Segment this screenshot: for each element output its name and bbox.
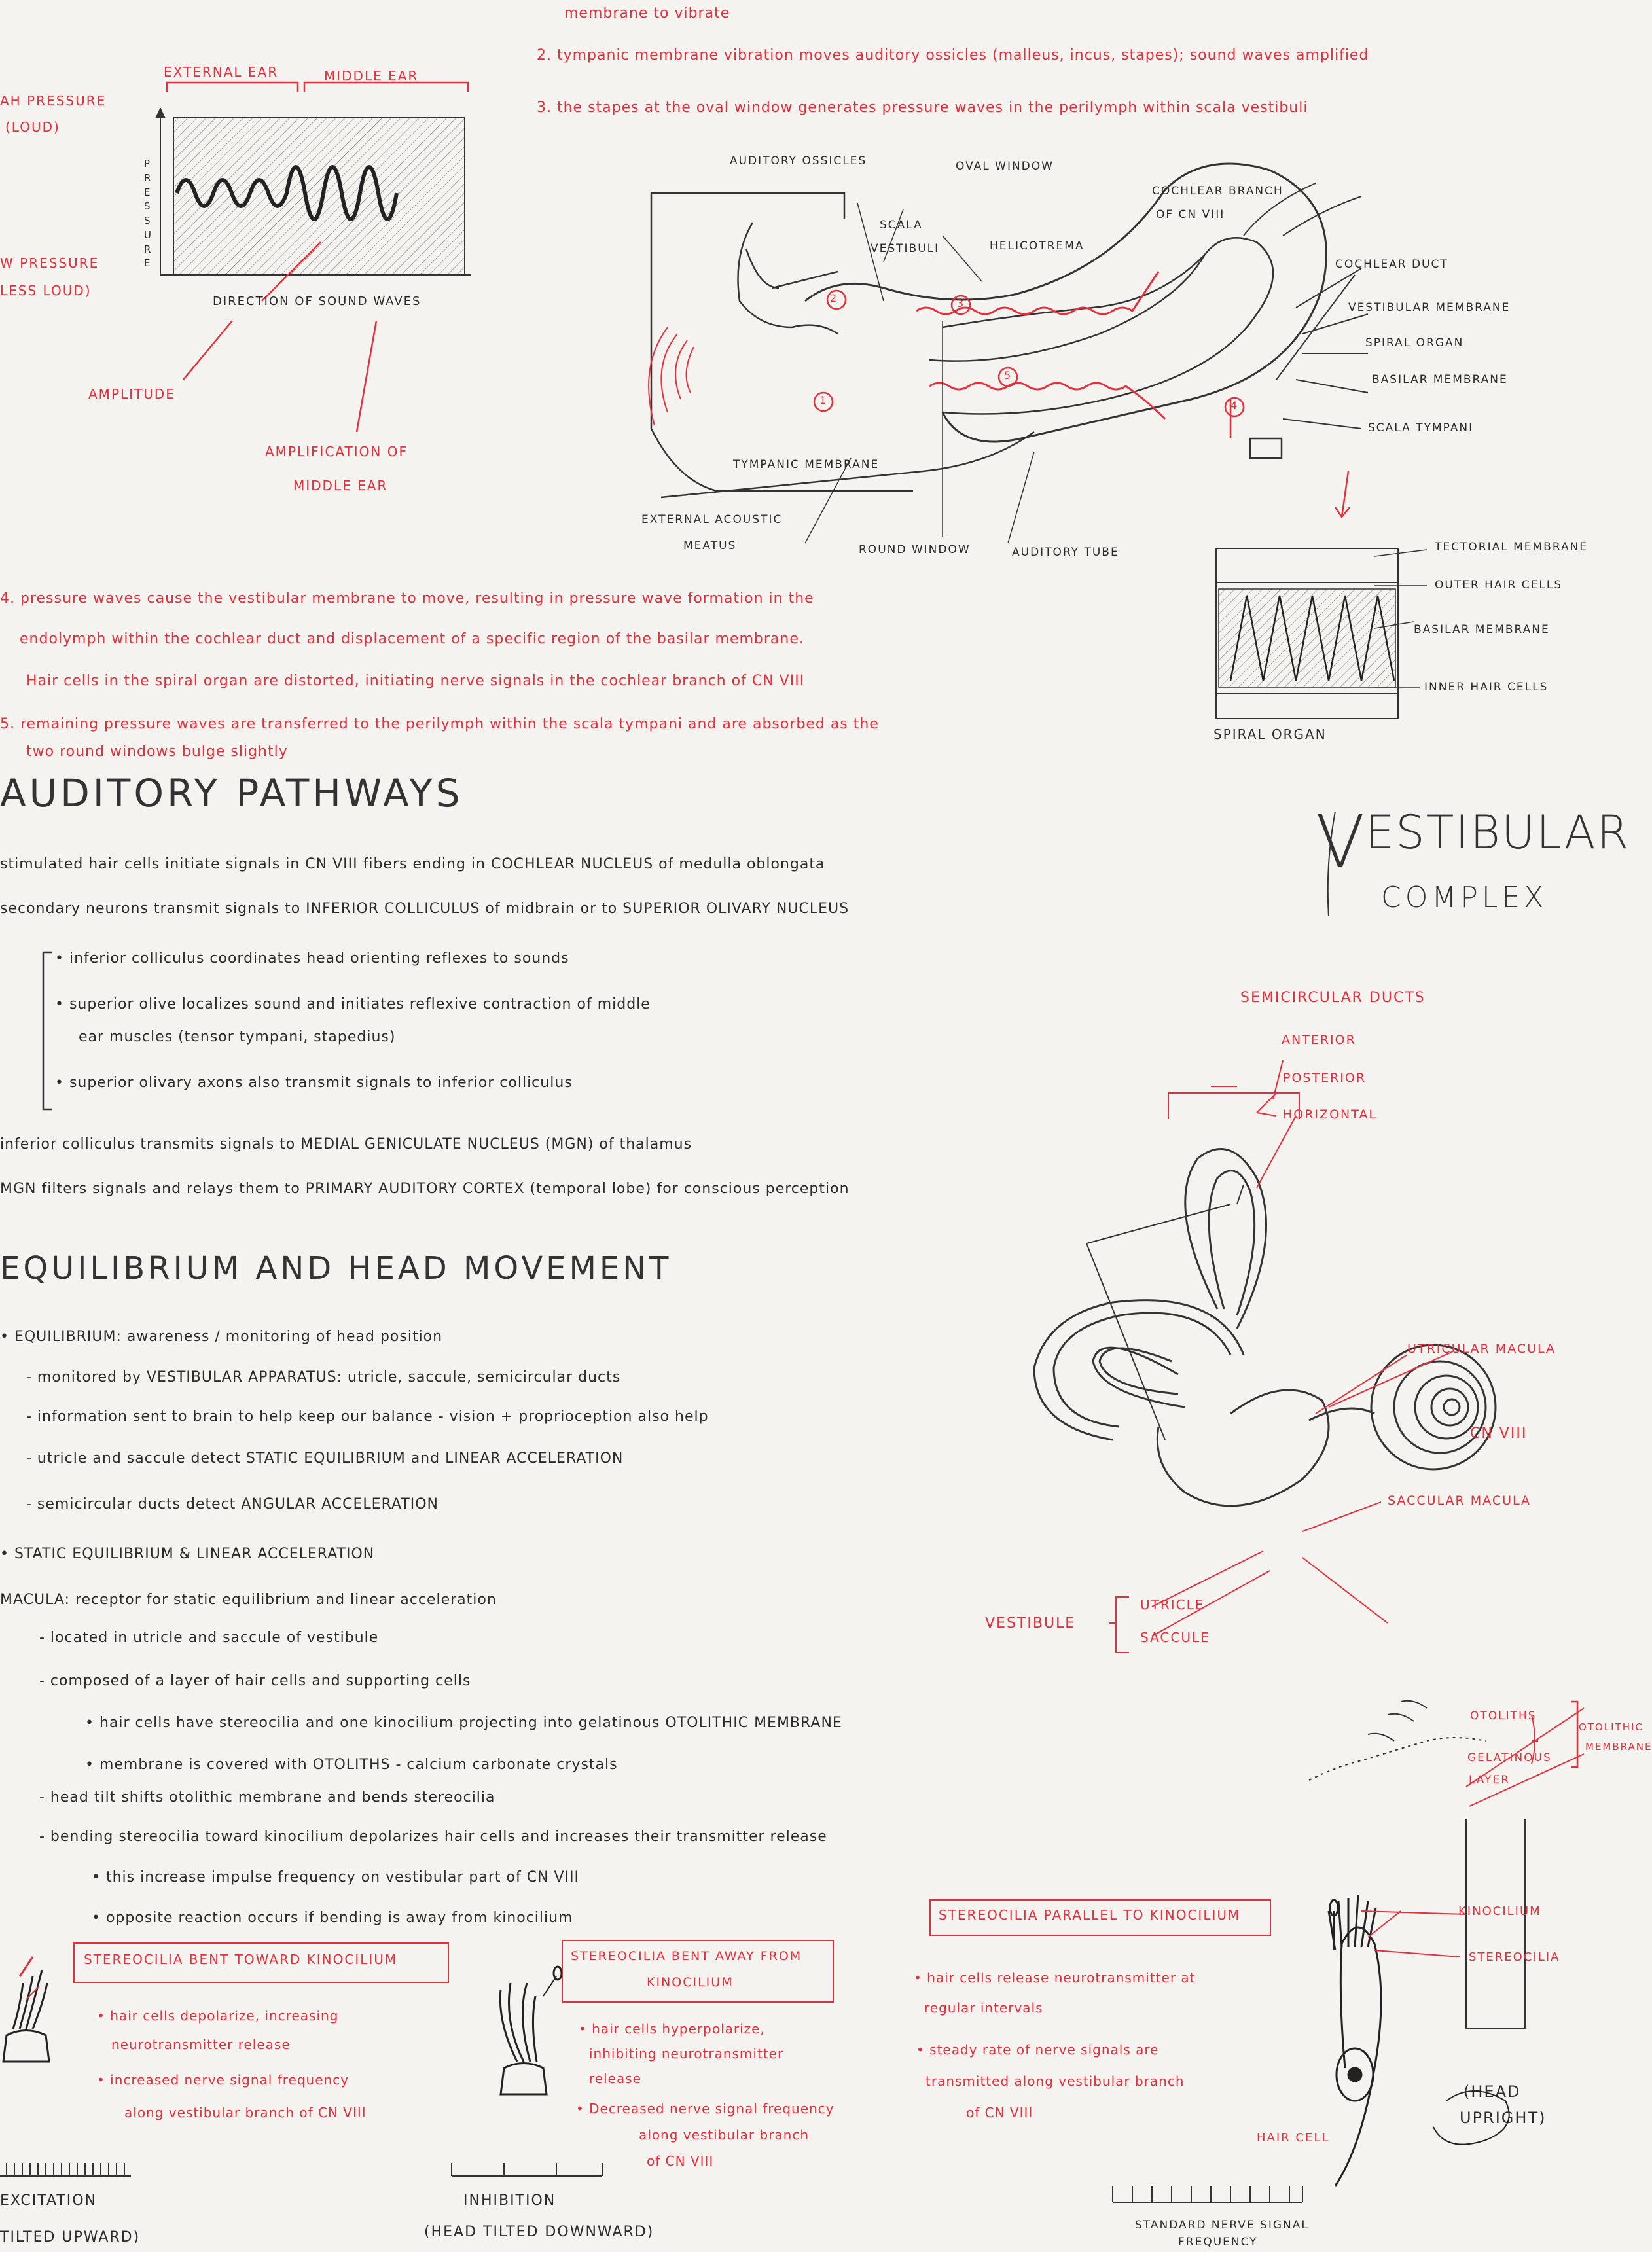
- eq-line-11: • membrane is covered with OTOLITHS - calcium carbonate crystals: [85, 1757, 618, 1773]
- parallel-line-2: regular intervals: [924, 2000, 1043, 2016]
- y-axis-label: PRESSURE: [144, 158, 152, 270]
- eq-line-8: - located in utricle and saccule of vestibule: [39, 1630, 379, 1646]
- auditory-bullet-2b: ear muscles (tensor tympani, stapedius): [79, 1029, 396, 1045]
- vestibular-v: V: [1316, 800, 1366, 884]
- gelatinous-label-1: GELATINOUS: [1467, 1751, 1552, 1764]
- saccule-label: SACCULE: [1140, 1630, 1210, 1645]
- vestibular-membrane-label: VESTIBULAR MEMBRANE: [1348, 301, 1511, 314]
- helicotrema-label: HELICOTREMA: [990, 240, 1085, 253]
- skull-outline: [651, 193, 913, 491]
- sound-wave-diagram: [156, 82, 471, 432]
- cochlear-duct-label: COCHLEAR DUCT: [1335, 258, 1448, 271]
- standard-signal-label-2: FREQUENCY: [1178, 2236, 1258, 2249]
- round-window-label: ROUND WINDOW: [859, 543, 971, 556]
- step-4-line-1: 4. pressure waves cause the vestibular membrane to move, resulting in pressure wave formation in the: [0, 590, 814, 607]
- spiral-organ-label: SPIRAL ORGAN: [1365, 336, 1464, 349]
- step-4-line-3: Hair cells in the spiral organ are distorted, initiating nerve signals in the cochlear branch of CN VIII: [26, 673, 805, 689]
- middle-ear-label: MIDDLE EAR: [324, 68, 419, 84]
- auditory-line-1: stimulated hair cells initiate signals in CN VIII fibers ending in COCHLEAR NUCLEUS of medulla oblongata: [0, 856, 825, 872]
- toward-panel-title: STEREOCILIA BENT TOWARD KINOCILIUM: [84, 1952, 398, 1967]
- kinocilium-label: KINOCILIUM: [1458, 1904, 1541, 1918]
- eq-line-7: MACULA: receptor for static equilibrium and linear acceleration: [0, 1592, 497, 1608]
- utricle-label: UTRICLE: [1140, 1597, 1205, 1613]
- away-line-2: inhibiting neurotransmitter: [589, 2046, 784, 2062]
- external-acoustic-label-1: EXTERNAL ACOUSTIC: [641, 513, 783, 526]
- eq-line-4: - utricle and saccule detect STATIC EQUILIBRIUM and LINEAR ACCELERATION: [26, 1450, 624, 1467]
- step-marker-3: 3: [957, 297, 965, 310]
- otoliths-label: OTOLITHS: [1470, 1709, 1537, 1723]
- cn-viii-label: CN VIII: [1470, 1425, 1528, 1442]
- away-line-3: release: [589, 2071, 641, 2086]
- posterior-label: POSTERIOR: [1283, 1071, 1367, 1085]
- head-upright-label-1: (HEAD: [1463, 2082, 1521, 2101]
- parallel-line-4: transmitted along vestibular branch: [925, 2073, 1185, 2089]
- wave-graph-box: [173, 118, 465, 275]
- low-pressure-loud: LESS LOUD): [0, 283, 92, 298]
- eq-line-3: - information sent to brain to help keep our balance - vision + proprioception also help: [26, 1408, 709, 1425]
- posterior-duct: [1034, 1300, 1244, 1440]
- toward-line-1: • hair cells depolarize, increasing: [97, 2008, 339, 2024]
- y-axis-arrow: [156, 108, 165, 118]
- eq-line-2: - monitored by VESTIBULAR APPARATUS: utricle, saccule, semicircular ducts: [26, 1369, 621, 1385]
- away-panel-title-1: STEREOCILIA BENT AWAY FROM: [571, 1949, 802, 1963]
- oval-window-label: OVAL WINDOW: [956, 160, 1054, 173]
- equilibrium-title: EQUILIBRIUM AND HEAD MOVEMENT: [0, 1250, 672, 1287]
- head-upright-label-2: UPRIGHT): [1460, 2109, 1547, 2127]
- low-pressure-label: W PRESSURE: [0, 255, 99, 271]
- tilted-upward-label: TILTED UPWARD): [0, 2229, 141, 2245]
- toward-line-2: neurotransmitter release: [111, 2037, 291, 2052]
- utricular-macula-label: UTRICULAR MACULA: [1407, 1342, 1556, 1356]
- otolith-detail: [1309, 1701, 1584, 2029]
- high-pressure-loud: (LOUD): [5, 119, 60, 135]
- vestibule-label: VESTIBULE: [985, 1615, 1076, 1632]
- horizontal-duct: [1093, 1348, 1185, 1407]
- cochlear-branch-label-1: COCHLEAR BRANCH: [1152, 185, 1284, 198]
- auditory-line-3: inferior colliculus transmits signals to MEDIAL GENICULATE NUCLEUS (MGN) of thalamus: [0, 1136, 692, 1153]
- eq-line-10: • hair cells have stereocilia and one kinocilium projecting into gelatinous OTOLITHIC MEMBRANE: [85, 1715, 842, 1731]
- eq-line-1: • EQUILIBRIUM: awareness / monitoring of head position: [0, 1329, 443, 1345]
- scala-label: SCALA: [880, 219, 923, 232]
- auditory-line-4: MGN filters signals and relays them to PRIMARY AUDITORY CORTEX (temporal lobe) for conscious perception: [0, 1181, 850, 1197]
- cochlea-outer: [805, 164, 1326, 442]
- hair-cell-sketch: [1329, 1895, 1509, 2186]
- horizontal-label: HORIZONTAL: [1283, 1107, 1377, 1122]
- amplification-label-1: AMPLIFICATION OF: [265, 444, 408, 459]
- gelatinous-label-2: LAYER: [1469, 1774, 1511, 1787]
- auditory-pathways-title: AUDITORY PATHWAYS: [0, 771, 463, 815]
- step-2: 2. tympanic membrane vibration moves auditory ossicles (malleus, incus, stapes); sound waves amplified: [537, 47, 1369, 63]
- scale-excitation: [0, 2163, 131, 2176]
- step-5-line-2: two round windows bulge slightly: [26, 743, 288, 760]
- scala-tympani-label: SCALA TYMPANI: [1368, 421, 1474, 435]
- amplitude-label: AMPLITUDE: [88, 386, 175, 402]
- auditory-bullet-1: • inferior colliculus coordinates head orienting reflexes to sounds: [55, 950, 569, 967]
- auditory-bullet-2: • superior olive localizes sound and initiates reflexive contraction of middle: [55, 996, 651, 1012]
- spiral-organ-caption: SPIRAL ORGAN: [1213, 726, 1327, 742]
- step-marker-5: 5: [1004, 369, 1012, 382]
- x-axis-label: DIRECTION OF SOUND WAVES: [213, 295, 422, 308]
- eq-line-5: - semicircular ducts detect ANGULAR ACCELERATION: [26, 1496, 439, 1512]
- parallel-line-5: of CN VIII: [966, 2105, 1033, 2120]
- outer-hair-cells-label: OUTER HAIR CELLS: [1435, 579, 1563, 592]
- vestibular-title: ESTIBULAR: [1365, 806, 1630, 859]
- step-marker-1: 1: [819, 394, 827, 406]
- eq-line-15: • opposite reaction occurs if bending is away from kinocilium: [92, 1910, 573, 1926]
- inner-ear-labyrinth: [1034, 1149, 1496, 1505]
- eq-line-13: - bending stereocilia toward kinocilium depolarizes hair cells and increases their transmitter release: [39, 1829, 827, 1845]
- step-marker-4: 4: [1230, 399, 1238, 412]
- hair-cell-away: [500, 1967, 562, 2094]
- eq-line-9: - composed of a layer of hair cells and supporting cells: [39, 1673, 471, 1689]
- cochlear-branch-label-2: OF CN VIII: [1156, 208, 1225, 221]
- otolithic-label-2: MEMBRANE: [1585, 1741, 1652, 1753]
- basilar-membrane-label: BASILAR MEMBRANE: [1372, 373, 1508, 386]
- ear-cross-section: [649, 164, 1368, 543]
- amplification-line: [357, 321, 376, 432]
- middle-ear-cavity: [738, 223, 838, 334]
- auditory-tube-label: AUDITORY TUBE: [1012, 546, 1119, 559]
- tectorial-membrane-label: TECTORIAL MEMBRANE: [1435, 541, 1589, 554]
- ear-brackets: [167, 82, 468, 92]
- scale-standard: [1113, 2186, 1302, 2202]
- scale-inhibition: [452, 2163, 602, 2176]
- away-line-6: of CN VIII: [647, 2153, 714, 2169]
- step-4-line-2: endolymph within the cochlear duct and displacement of a specific region of the basilar membrane.: [20, 631, 804, 647]
- inner-hair-cells-label: INNER HAIR CELLS: [1424, 681, 1549, 694]
- away-panel-title-2: KINOCILIUM: [647, 1975, 734, 1990]
- high-pressure-label: AH PRESSURE: [0, 93, 107, 109]
- step-3: 3. the stapes at the oval window generates pressure waves in the perilymph within scala vestibuli: [537, 99, 1308, 116]
- eq-line-12: - head tilt shifts otolithic membrane and bends stereocilia: [39, 1789, 495, 1806]
- spiral-organ-diagram: [1216, 548, 1427, 719]
- external-acoustic-label-2: MEATUS: [683, 539, 737, 552]
- step-5-line-1: 5. remaining pressure waves are transferred to the perilymph within the scala tympani and are absorbed as the: [0, 716, 879, 732]
- anterior-label: ANTERIOR: [1282, 1033, 1356, 1047]
- eq-line-14: • this increase impulse frequency on vestibular part of CN VIII: [92, 1869, 580, 1886]
- external-ear-label: EXTERNAL EAR: [164, 64, 279, 80]
- toward-line-4: along vestibular branch of CN VIII: [124, 2105, 367, 2120]
- auditory-ossicles-label: AUDITORY OSSICLES: [730, 154, 867, 168]
- otolithic-label-1: OTOLITHIC: [1579, 1721, 1643, 1733]
- amplitude-line: [183, 321, 232, 380]
- auditory-line-2: secondary neurons transmit signals to INFERIOR COLLICULUS of midbrain or to SUPERIOR OLIVARY NUCLEUS: [0, 901, 850, 917]
- away-line-1: • hair cells hyperpolarize,: [579, 2021, 765, 2037]
- basilar-membrane-label-2: BASILAR MEMBRANE: [1414, 623, 1550, 636]
- parallel-panel-title: STEREOCILIA PARALLEL TO KINOCILIUM: [939, 1907, 1241, 1923]
- step-1-tail: membrane to vibrate: [564, 5, 730, 22]
- amplification-label-2: MIDDLE EAR: [293, 478, 388, 493]
- away-line-4: • Decreased nerve signal frequency: [576, 2101, 835, 2117]
- cochlea-inner: [929, 238, 1273, 414]
- bullets-bracket: [43, 952, 52, 1109]
- complex-title: COMPLEX: [1381, 881, 1548, 914]
- semicircular-ducts-label: SEMICIRCULAR DUCTS: [1240, 990, 1426, 1006]
- inhibition-label: INHIBITION: [463, 2192, 556, 2209]
- step-marker-2: 2: [830, 292, 838, 304]
- eq-line-6: • STATIC EQUILIBRIUM & LINEAR ACCELERATION: [0, 1546, 375, 1562]
- stereocilia-label: STEREOCILIA: [1469, 1950, 1560, 1964]
- tympanic-membrane-label: TYMPANIC MEMBRANE: [733, 458, 880, 471]
- away-line-5: along vestibular branch: [639, 2127, 810, 2143]
- saccular-macula-label: SACCULAR MACULA: [1388, 1493, 1532, 1508]
- standard-signal-label-1: STANDARD NERVE SIGNAL: [1135, 2219, 1309, 2232]
- vestibuli-label: VESTIBULI: [871, 242, 940, 255]
- parallel-line-1: • hair cells release neurotransmitter at: [914, 1970, 1196, 1986]
- toward-line-3: • increased nerve signal frequency: [97, 2072, 350, 2088]
- auditory-bullet-3: • superior olivary axons also transmit signals to inferior colliculus: [55, 1075, 573, 1091]
- hair-cell-toward: [3, 1957, 49, 2062]
- parallel-line-3: • steady rate of nerve signals are: [916, 2042, 1159, 2058]
- excitation-label: EXCITATION: [0, 2192, 97, 2209]
- tilted-downward-label: (HEAD TILTED DOWNWARD): [424, 2224, 655, 2240]
- hair-cell-label: HAIR CELL: [1257, 2131, 1330, 2145]
